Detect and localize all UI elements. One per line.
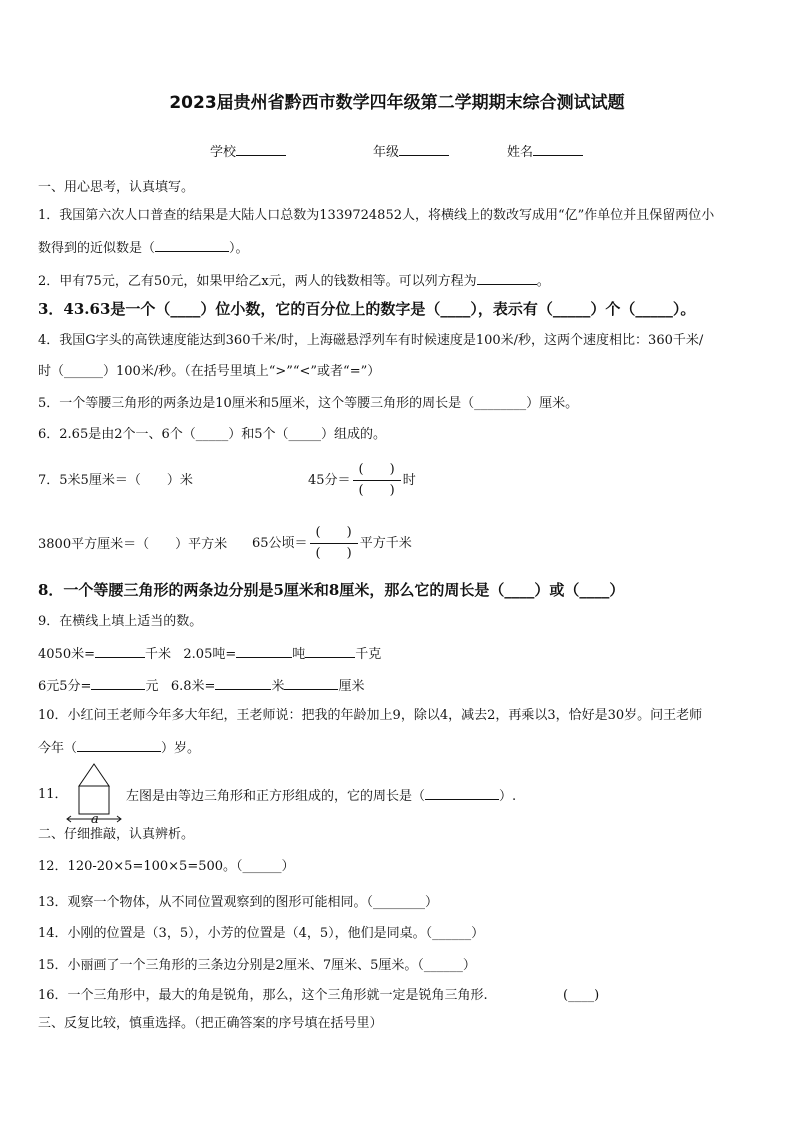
name-blank[interactable] xyxy=(533,143,583,156)
blank[interactable] xyxy=(215,677,271,690)
blank[interactable] xyxy=(236,645,292,658)
question-9: 9．在横线上填上适当的数。 xyxy=(38,614,203,629)
name-label: 姓名 xyxy=(507,145,534,160)
question-3: 3．43.63是一个（____）位小数，它的百分位上的数字是（____），表示有（_____）个（_____）。 xyxy=(38,300,696,318)
school-blank[interactable] xyxy=(236,143,286,156)
question-11-text: 左图是由等边三角形和正方形组成的，它的周长是（ ）. xyxy=(126,789,517,804)
question-16-blank[interactable]: (____) xyxy=(563,988,600,1003)
name-field[interactable] xyxy=(507,141,583,160)
question-15: 15．小丽画了一个三角形的三条边分别是2厘米、7厘米、5厘米。（______） xyxy=(38,958,476,973)
fraction-numerator[interactable]: ( ) xyxy=(310,523,358,544)
grade-blank[interactable] xyxy=(399,143,449,156)
question-7d: 65公顷＝ $\frac{( )}{( )}$ 平方千米 xyxy=(252,523,412,565)
fraction-denominator[interactable]: ( ) xyxy=(315,546,352,561)
question-4-line2: 时（______）100米/秒。（在括号里填上“>”“<”或者“=”） xyxy=(38,364,381,379)
question-1-line2: 数得到的近似数是（ ）。 xyxy=(38,241,249,256)
question-4-line1: 4．我国G字头的高铁速度能达到360千米/时，上海磁悬浮列车有时候速度是100米/秒，这两个速度相比：360千米/ xyxy=(38,333,704,348)
section-3-heading: 三、反复比较，慎重选择。（把正确答案的序号填在括号里） xyxy=(38,1016,383,1031)
blank[interactable] xyxy=(95,645,145,658)
school-label: 学校 xyxy=(210,145,237,160)
section-2-heading: 二、仔细推敲，认真辨析。 xyxy=(38,827,195,842)
question-11-blank[interactable] xyxy=(425,787,499,800)
question-13: 13．观察一个物体，从不同位置观察到的图形可能相同。（________） xyxy=(38,895,439,910)
blank[interactable] xyxy=(284,677,338,690)
question-12: 12．120-20×5=100×5=500。（______） xyxy=(38,859,295,874)
blank[interactable] xyxy=(305,645,355,658)
question-1-line1: 1．我国第六次人口普查的结果是大陆人口总数为1339724852人，将横线上的数改写成用“亿”作单位并且保留两位小 xyxy=(38,208,715,223)
side-length-label: a xyxy=(91,812,99,824)
question-10-line1: 10．小红问王老师今年多大年纪，王老师说：把我的年龄加上9，除以4，减去2，再乘以3，恰好是30岁。问王老师 xyxy=(38,708,703,723)
question-1-blank[interactable] xyxy=(155,239,229,252)
fraction-denominator[interactable]: ( ) xyxy=(358,483,395,498)
square xyxy=(79,786,109,814)
question-5: 5．一个等腰三角形的两条边是10厘米和5厘米，这个等腰三角形的周长是（________）厘米。 xyxy=(38,396,579,411)
question-10-blank[interactable] xyxy=(77,739,161,752)
fraction-numerator[interactable]: ( ) xyxy=(353,460,401,481)
fraction-sq-km xyxy=(310,523,358,564)
grade-label: 年级 xyxy=(373,145,400,160)
question-11-number: 11． xyxy=(38,787,68,802)
question-7b: 45分＝ $\frac{( )}{( )}$ 时 xyxy=(308,460,416,502)
question-7c: 3800平方厘米＝（ ）平方米 xyxy=(38,537,228,552)
question-16: 16．一个三角形中，最大的角是锐角，那么，这个三角形就一定是锐角三角形. xyxy=(38,988,488,1003)
question-6: 6．2.65是由2个一、6个（_____）和5个（_____）组成的。 xyxy=(38,427,387,442)
question-10-line2: 今年（ ）岁。 xyxy=(38,741,201,756)
question-9-row2: 6元5分= 元 6.8米= 米 厘米 xyxy=(38,679,365,694)
question-7a: 7．5米5厘米＝（ ）米 xyxy=(38,473,193,488)
question-8: 8．一个等腰三角形的两条边分别是5厘米和8厘米，那么它的周长是（____）或（____） xyxy=(38,581,625,599)
section-1-heading: 一、用心思考，认真填写。 xyxy=(38,180,195,195)
blank[interactable] xyxy=(91,677,145,690)
grade-field[interactable] xyxy=(373,141,449,160)
equilateral-triangle xyxy=(79,764,109,786)
question-2-blank[interactable] xyxy=(477,272,537,285)
question-9-row1: 4050米= 千米 2.05吨= 吨 千克 xyxy=(38,647,382,662)
question-2: 2．甲有75元，乙有50元，如果甲给乙x元，两人的钱数相等。可以列方程为 。 xyxy=(38,274,550,289)
house-shape-figure xyxy=(65,762,125,824)
fraction-hours xyxy=(353,460,401,501)
school-field[interactable] xyxy=(210,141,286,160)
question-14: 14．小刚的位置是（3，5），小芳的位置是（4，5），他们是同桌。（______） xyxy=(38,926,485,941)
page-title: 2023届贵州省黔西市数学四年级第二学期期末综合测试试题 xyxy=(169,93,625,113)
